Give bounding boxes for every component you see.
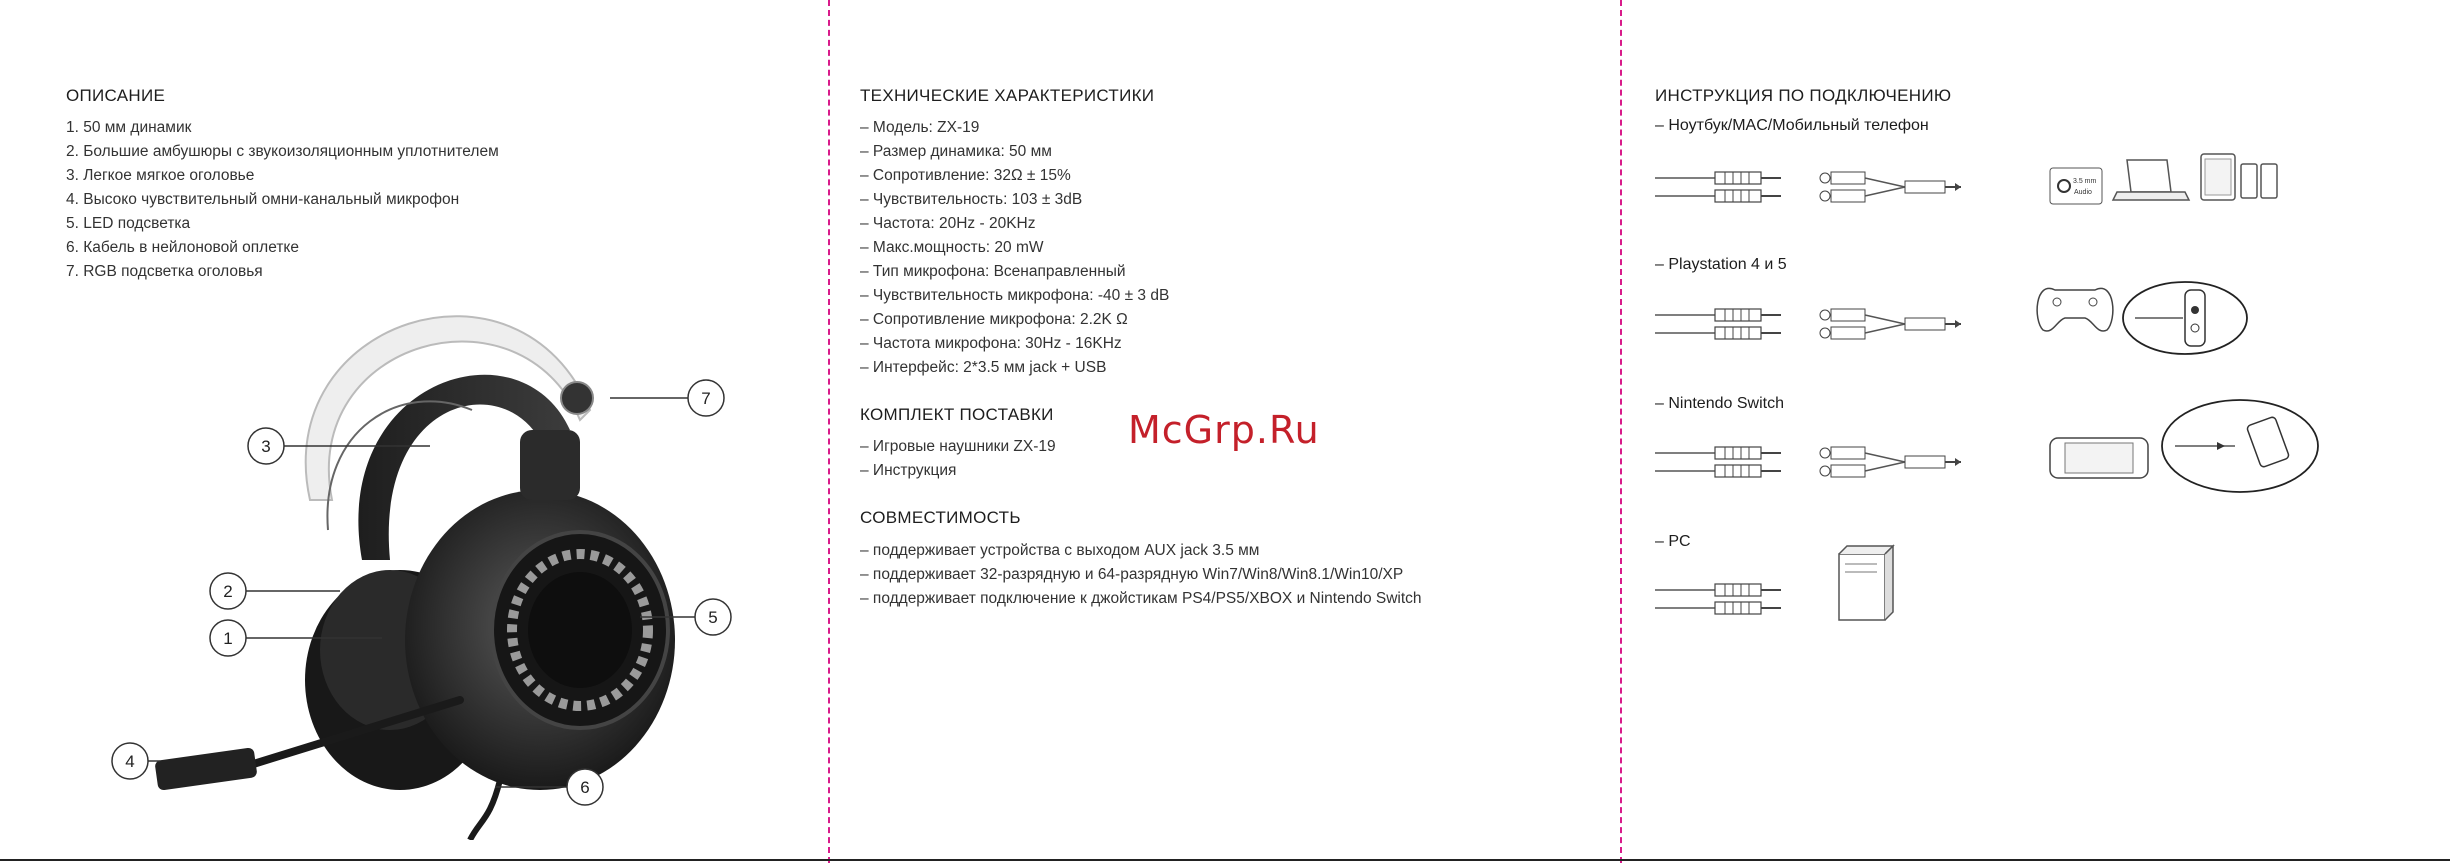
list-item: – Макс.мощность: 20 mW <box>860 239 1044 256</box>
controller-port-zoom <box>2123 282 2247 354</box>
fold-line-right <box>1620 0 1622 863</box>
section-label-playstation: – Playstation 4 и 5 <box>1655 256 1787 273</box>
compat-list <box>860 539 1422 611</box>
package-list <box>860 435 1056 483</box>
fold-line-left <box>828 0 830 863</box>
section-label-laptop: – Ноутбук/MAC/Мобильный телефон <box>1655 117 1929 134</box>
svg-text:3.5 mm: 3.5 mm <box>2073 178 2097 185</box>
laptop-icon <box>2113 160 2189 200</box>
headset-illustration <box>100 260 740 840</box>
list-item: 3. Легкое мягкое оголовье <box>66 167 255 184</box>
list-item: – Размер динамика: 50 мм <box>860 143 1052 160</box>
watermark: McGrp.Ru <box>1128 408 1320 452</box>
section-label-pc: – PC <box>1655 533 1691 550</box>
svg-text:1: 1 <box>223 629 233 648</box>
list-item: – Тип микрофона: Всенаправленный <box>860 263 1126 280</box>
list-item: 2. Большие амбушюры с звукоизоляционным уплотнителем <box>66 143 499 160</box>
connection-title: ИНСТРУКЦИЯ ПО ПОДКЛЮЧЕНИЮ <box>1655 86 1952 105</box>
svg-text:3: 3 <box>261 437 271 456</box>
list-item: – Чувствительность микрофона: -40 ± 3 dB <box>860 287 1170 304</box>
specs-title: ТЕХНИЧЕСКИЕ ХАРАКТЕРИСТИКИ <box>860 86 1155 105</box>
description-title: ОПИСАНИЕ <box>66 86 166 105</box>
list-item: – Модель: ZX-19 <box>860 119 980 136</box>
section-label-switch: – Nintendo Switch <box>1655 395 1784 412</box>
list-item: – Интерфейс: 2*3.5 мм jack + USB <box>860 359 1107 376</box>
list-item: 4. Высоко чувствительный омни-канальный микрофон <box>66 191 460 208</box>
callout-7 <box>610 380 724 416</box>
specs-list <box>860 116 1169 380</box>
bottom-border <box>0 859 2450 861</box>
audio-port-icon <box>2050 168 2102 204</box>
list-item: – поддерживает подключение к джойстикам PS4/PS5/XBOX и Nintendo Switch <box>860 590 1422 607</box>
list-item: – Инструкция <box>860 462 957 479</box>
list-item: – Частота микрофона: 30Hz - 16KHz <box>860 335 1122 352</box>
list-item: – Игровые наушники ZX-19 <box>860 438 1056 455</box>
list-item: – поддерживает 32-разрядную и 64-разрядную Win7/Win8/Win8.1/Win10/XP <box>860 566 1404 583</box>
description-list <box>66 116 499 284</box>
list-item: 7. RGB подсветка оголовья <box>66 263 263 280</box>
compat-title: СОВМЕСТИМОСТЬ <box>860 508 1021 527</box>
list-item: – поддерживает устройства с выходом AUX jack 3.5 мм <box>860 542 1260 559</box>
pc-tower-icon <box>1839 546 1893 620</box>
callout-2 <box>210 573 340 609</box>
list-item: – Сопротивление микрофона: 2.2K Ω <box>860 311 1128 328</box>
svg-text:6: 6 <box>580 778 590 797</box>
gamepad-icon <box>2037 288 2113 331</box>
switch-port-zoom <box>2162 400 2318 492</box>
switch-console-icon <box>2050 438 2148 478</box>
svg-text:Audio: Audio <box>2074 189 2092 196</box>
svg-text:4: 4 <box>125 752 135 771</box>
svg-text:5: 5 <box>708 608 718 627</box>
list-item: – Сопротивление: 32Ω ± 15% <box>860 167 1071 184</box>
svg-text:7: 7 <box>701 389 711 408</box>
callout-4 <box>112 743 160 779</box>
list-item: – Чувствительность: 103 ± 3dB <box>860 191 1083 208</box>
package-title: КОМПЛЕКТ ПОСТАВКИ <box>860 405 1054 424</box>
list-item: 1. 50 мм динамик <box>66 119 192 136</box>
svg-text:2: 2 <box>223 582 233 601</box>
connection-diagrams <box>1655 140 2355 640</box>
tablet-icon <box>2201 154 2235 200</box>
list-item: – Частота: 20Hz - 20KHz <box>860 215 1036 232</box>
list-item: 5. LED подсветка <box>66 215 191 232</box>
list-item: 6. Кабель в нейлоновой оплетке <box>66 239 299 256</box>
phone-icon <box>2241 164 2277 198</box>
